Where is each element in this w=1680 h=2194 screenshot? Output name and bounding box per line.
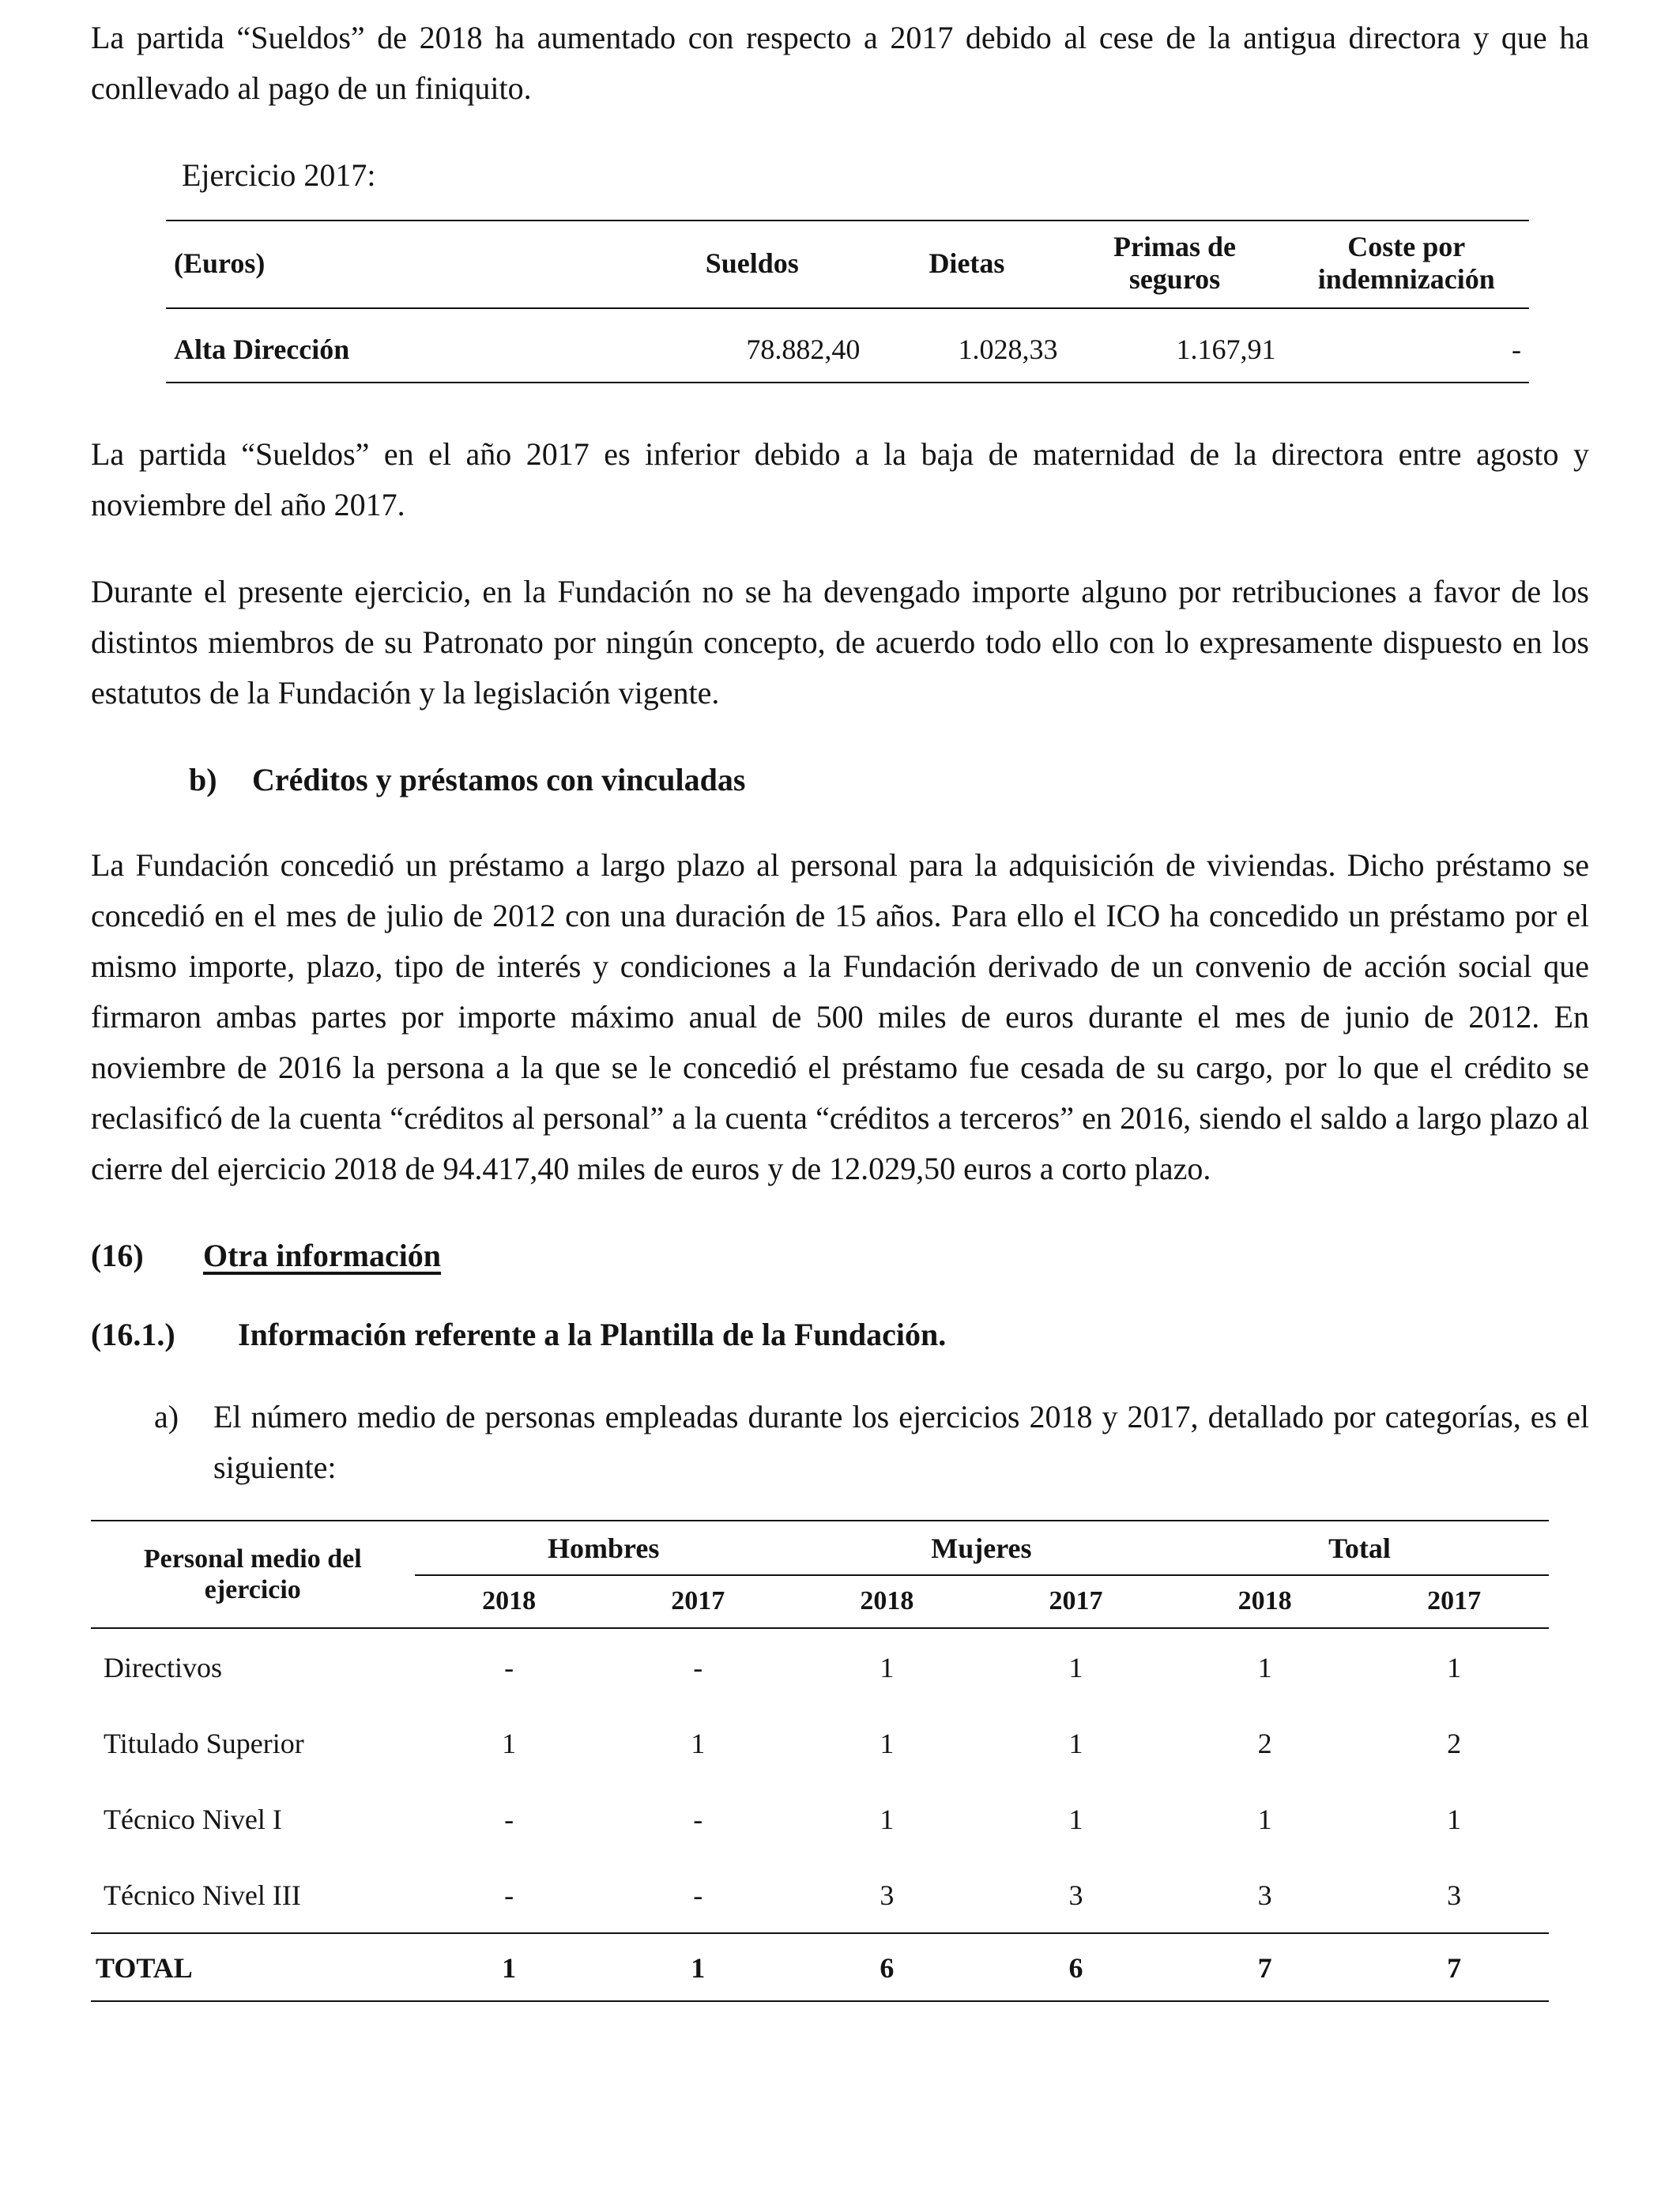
- table-cell: 1.028,33: [868, 308, 1065, 383]
- year-header: 2017: [981, 1575, 1170, 1628]
- table-row: [166, 308, 1529, 383]
- salary-table-2017: [166, 220, 1529, 383]
- row-label-total: TOTAL: [91, 1933, 415, 2001]
- table-row-titulado-superior: [91, 1705, 1549, 1781]
- row-label-alta-direccion: Alta Dirección: [166, 308, 636, 383]
- row-label: Directivos: [104, 1652, 222, 1684]
- list-item-marker: a): [154, 1398, 179, 1434]
- table-cell: 78.882,40: [636, 308, 868, 383]
- table-cell: 1: [880, 1804, 895, 1836]
- staff-table: [91, 1520, 1549, 2002]
- heading-marker: b): [189, 761, 217, 797]
- heading-creditos-prestamos: [91, 755, 1589, 805]
- group-header-hombres: Hombres: [415, 1521, 793, 1575]
- group-header-total: Total: [1170, 1521, 1549, 1575]
- row-label: Titulado Superior: [104, 1728, 304, 1760]
- column-header-primas: Primas de seguros: [1066, 221, 1284, 308]
- heading-otra-informacion: [91, 1231, 1589, 1281]
- table-cell: 1: [880, 1652, 895, 1684]
- table-cell: -: [1284, 308, 1530, 383]
- paragraph-sueldos-2017: La partida “Sueldos” en el año 2017 es inferior debido a la baja de maternidad de la directora entre agosto y noviembre del año 2017.: [91, 435, 1589, 522]
- table-cell: 3: [880, 1879, 895, 1912]
- table-cell: 1: [604, 1933, 793, 2001]
- heading-text: Créditos y préstamos con vinculadas: [252, 761, 746, 797]
- row-label: Técnico Nivel III: [104, 1879, 301, 1912]
- table-cell: 1: [1068, 1804, 1083, 1836]
- heading-informacion-plantilla: [91, 1310, 1589, 1360]
- column-header-personal-medio: Personal medio del ejercicio: [91, 1521, 415, 1628]
- paragraph-patronato: Durante el presente ejercicio, en la Fundación no se ha devengado importe alguno por retribuciones a favor de los distintos miembros de su Patronato por ningún concepto, de acuerdo todo ello con lo expresamente dispuesto en los estatutos de la Fundación y la legislación vigente.: [91, 573, 1589, 711]
- table-cell: 1: [1068, 1652, 1083, 1684]
- year-header: 2018: [415, 1575, 604, 1628]
- column-header-dietas: Dietas: [868, 221, 1065, 308]
- table-cell: -: [504, 1652, 514, 1684]
- table-cell: -: [504, 1804, 514, 1836]
- year-header: 2018: [793, 1575, 981, 1628]
- year-header: 2017: [1359, 1575, 1549, 1628]
- group-header-mujeres: Mujeres: [793, 1521, 1170, 1575]
- list-item-text: El número medio de personas empleadas durante los ejercicios 2018 y 2017, detallado por categorías, es el siguiente:: [213, 1398, 1589, 1485]
- table-cell: -: [693, 1652, 703, 1684]
- column-header-sueldos: Sueldos: [636, 221, 868, 308]
- table-cell: 1: [880, 1728, 895, 1760]
- salary-table-header-row: [166, 221, 1529, 308]
- table-row-tecnico-nivel-1: [91, 1781, 1549, 1857]
- year-header: 2017: [604, 1575, 793, 1628]
- table-cell: -: [504, 1879, 514, 1912]
- table-cell: 3: [1257, 1879, 1272, 1912]
- ejercicio-2017-label: Ejercicio 2017:: [182, 157, 376, 193]
- heading-text: Otra información: [203, 1237, 442, 1273]
- table-cell: 7: [1359, 1933, 1549, 2001]
- salary-table-header: [166, 221, 1529, 308]
- column-header-euros: (Euros): [166, 221, 636, 308]
- column-header-coste: Coste por indemnización: [1284, 221, 1530, 308]
- table-cell: 3: [1068, 1879, 1083, 1912]
- table-cell: 1.167,91: [1066, 308, 1284, 383]
- table-cell: 6: [793, 1933, 981, 2001]
- table-cell: -: [693, 1804, 703, 1836]
- table-cell: 2: [1447, 1728, 1462, 1760]
- table-cell: 1: [1447, 1652, 1462, 1684]
- table-row-tecnico-nivel-3: [91, 1857, 1549, 1933]
- table-cell: 1: [415, 1933, 604, 2001]
- table-cell: 2: [1257, 1728, 1272, 1760]
- paragraph-prestamo-viviendas: La Fundación concedió un préstamo a largo plazo al personal para la adquisición de viviendas. Dicho préstamo se concedió en el mes de julio de 2012 con una duración de 15 años. Para ello el ICO ha concedido un préstamo por el mismo importe, plazo, tipo de interés y condiciones a la Fundación derivado de un convenio de acción social que firmaron ambas partes por importe máximo anual de 500 miles de euros durante el mes de junio de 2012. En noviembre de 2016 la persona a la que se le concedió el préstamo fue cesada de su cargo, por lo que el crédito se reclasificó de la cuenta “créditos al personal” a la cuenta “créditos a terceros” en 2016, siendo el saldo a largo plazo al cierre del ejercicio 2018 de 94.417,40 miles de euros y de 12.029,50 euros a corto plazo.: [91, 846, 1589, 1186]
- table-cell: 6: [981, 1933, 1170, 2001]
- table-cell: 7: [1170, 1933, 1359, 2001]
- table-cell: 1: [1257, 1804, 1272, 1836]
- table-cell: 1: [1068, 1728, 1083, 1760]
- table-cell: 1: [1447, 1804, 1462, 1836]
- table-cell: 1: [502, 1728, 517, 1760]
- table-row-total: [91, 1933, 1549, 2001]
- table-cell: 3: [1447, 1879, 1462, 1912]
- list-item-a: [91, 1392, 1589, 1493]
- year-header: 2018: [1170, 1575, 1359, 1628]
- heading-marker: (16.1.): [91, 1316, 175, 1352]
- staff-table-header: [91, 1521, 1549, 1628]
- table-row-directivos: [91, 1628, 1549, 1705]
- staff-table-group-row: [91, 1521, 1549, 1575]
- paragraph-sueldos-2018: La partida “Sueldos” de 2018 ha aumentado con respecto a 2017 debido al cese de la antigua directora y que ha conllevado al pago de un finiquito.: [91, 20, 1589, 106]
- table-cell: 1: [1257, 1652, 1272, 1684]
- heading-text: Información referente a la Plantilla de la Fundación.: [238, 1316, 947, 1352]
- table-cell: 1: [691, 1728, 706, 1760]
- table-cell: -: [693, 1879, 703, 1912]
- row-label: Técnico Nivel I: [104, 1804, 282, 1836]
- heading-marker: (16): [91, 1237, 144, 1273]
